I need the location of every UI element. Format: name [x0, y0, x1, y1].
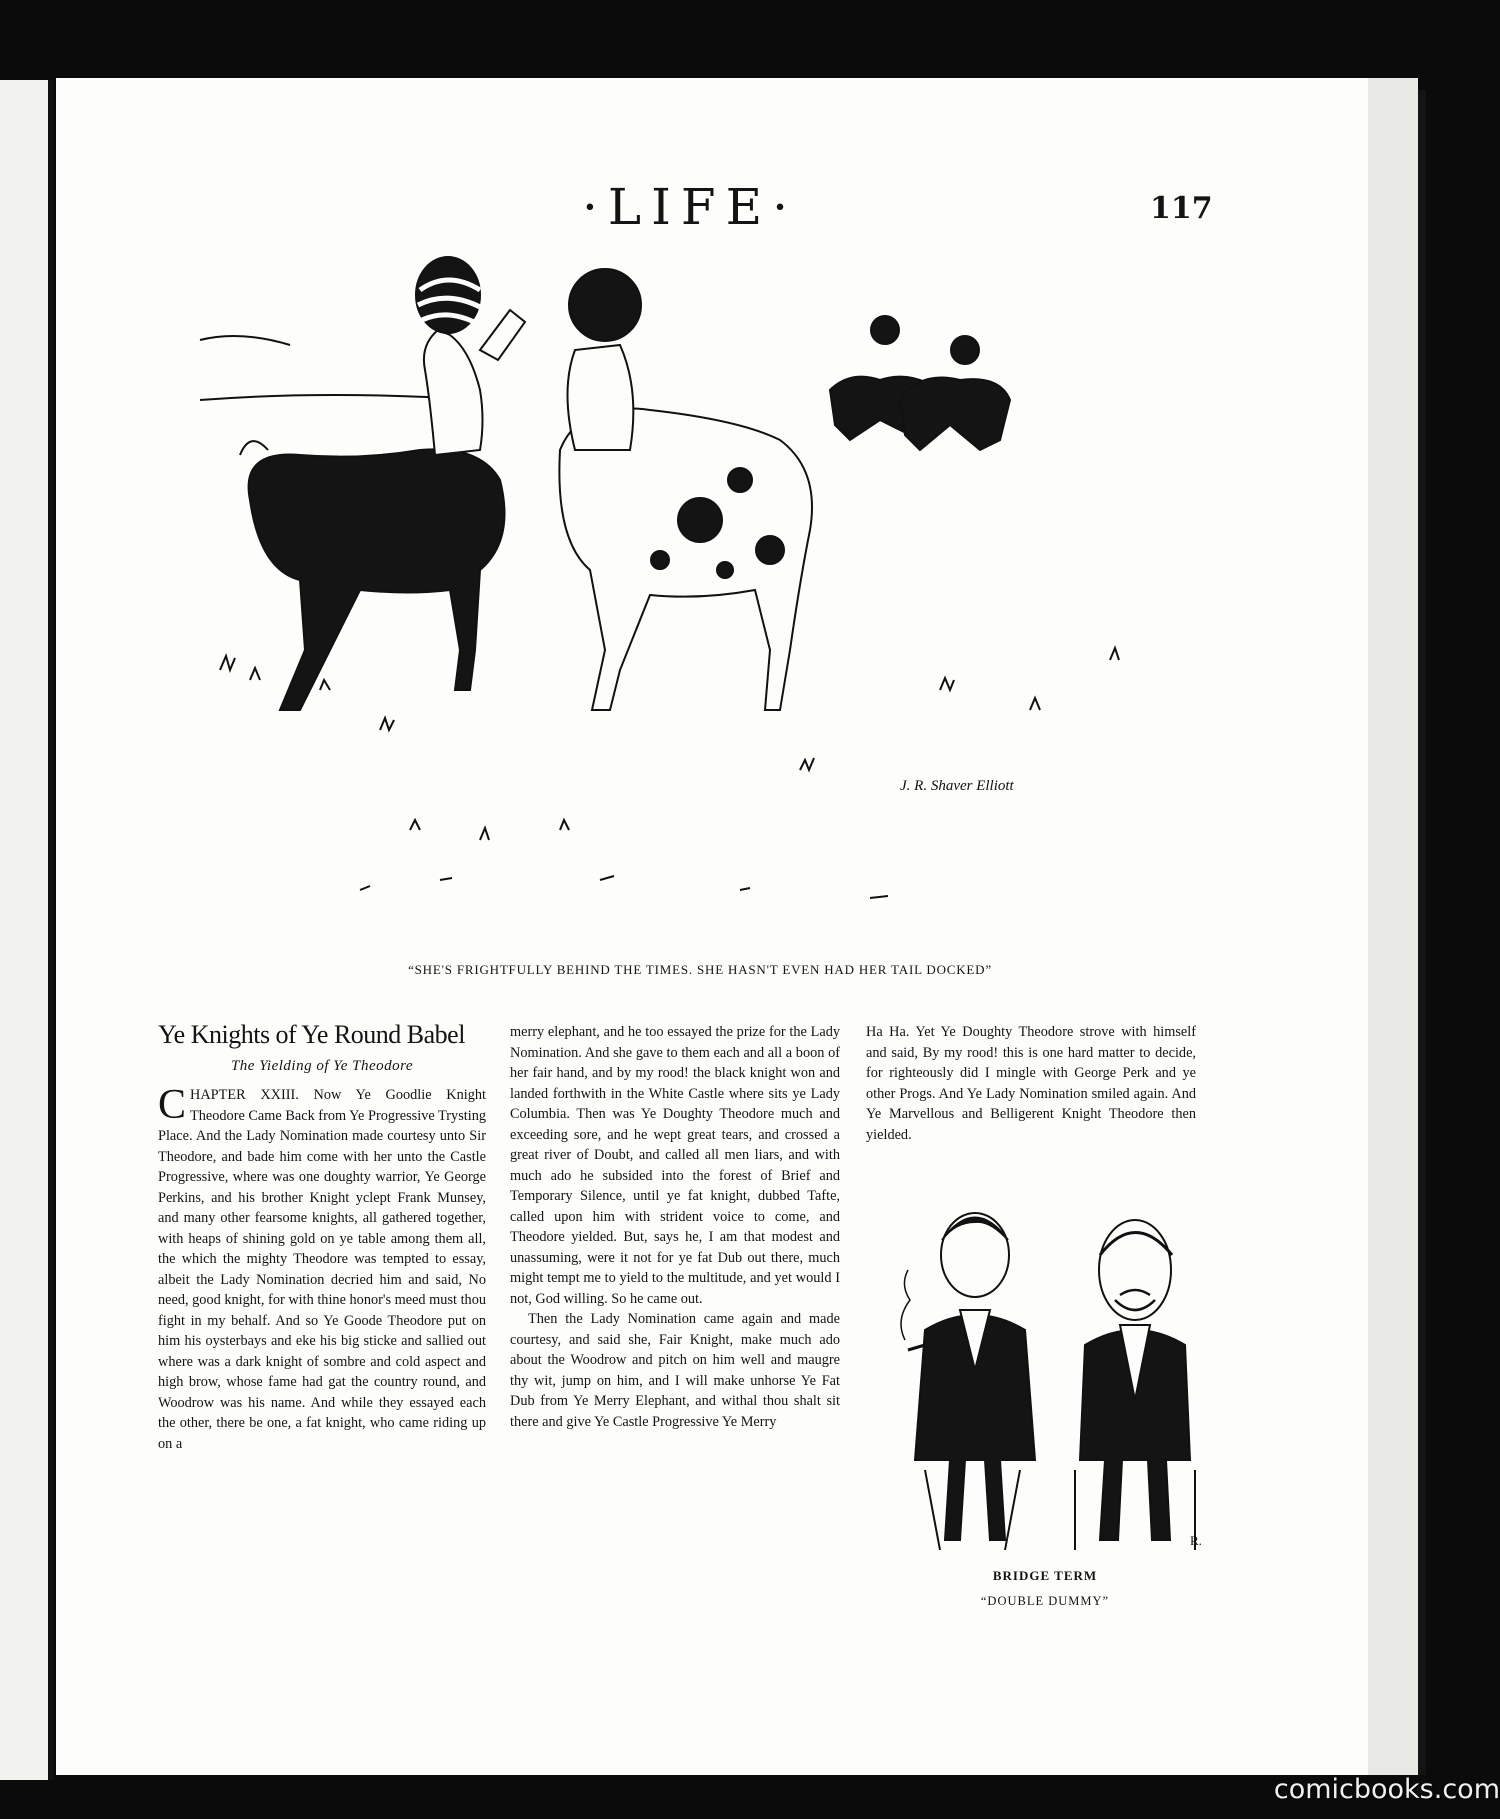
masthead: ·LIFE· — [582, 178, 798, 236]
column-2-paragraph-1: merry elephant, and he too essayed the prize for the Lady Nomination. And she gave to them each and all a boon of her fair hand, and by my rood! the black knight won and landed forthwith in the White Castle where sits ye Lady Columbia. Then was Ye Doughty Theodore much and exceeding sore, and he wept great tears, and crossed a great river of Doubt, and called all men liars, and with much ado he subsided into the forest of Brief and Temporary Silence, until ye fat knight, dubbed Tafte, called upon him with strident voice to come, and Theodore yielded. But, says he, I am that modest and unassuming, were it not for ye fat Dub out there, much might tempt me to yield to the multitude, and yet would I not, God willing. So he came out. — [510, 1024, 840, 1307]
cartoon-subtitle: “DOUBLE DUMMY” — [980, 1594, 1110, 1608]
grass-strokes — [220, 648, 1119, 840]
ground-marks — [360, 876, 888, 898]
illustration-caption: “SHE'S FRIGHTFULLY BEHIND THE TIMES. SHE HASN'T EVEN HAD HER TAIL DOCKED” — [408, 962, 992, 977]
drop-cap: C — [158, 1082, 187, 1128]
cartoon-title: BRIDGE TERM — [992, 1568, 1098, 1583]
bridge-term-cartoon — [890, 1200, 1220, 1560]
page-edge-dark — [1418, 90, 1426, 1775]
spotted-centaur — [559, 269, 812, 710]
illustration-signature: J. R. Shaver Elliott — [900, 778, 1014, 794]
cartoon-signature: R. — [1190, 1533, 1202, 1548]
column-3-text: Ha Ha. Yet Ye Doughty Theodore strove with himself and said, By my rood! this is one hard matter to decide, for righteously did I mingle with George Perk and ye other Progs. And Ye Lady Nomination smiled again. And Ye Marvellous and Belligerent Knight Theodore then yielded. — [866, 1024, 1196, 1143]
article-column-2 — [510, 1022, 840, 1432]
article-column-1 — [158, 1082, 486, 1454]
right-figure — [1075, 1220, 1195, 1550]
article-column-3 — [866, 1022, 1196, 1145]
column-1-text: HAPTER XXIII. Now Ye Goodlie Knight Theodore Came Back from Ye Progressive Trysting Place. And the Lady Nomination made courtesy unto Sir Theodore, and bade him come with her unto the Castle Progressive, where was one doughty warrior, Ye George Perkins, and his brother Knight yclept Frank Munsey, and many other fearsome knights, all gathered together, with heaps of shining gold on ye table among them all, the which the mighty Theodore was tempted to essay, albeit the Lady Nomination decried him and said, No need, good knight, for with thine honor's meed must thou fight in my behalf. And so Ye Goode Theodore put on him his oysterbays and eke his big sticke and sallied out where was a dark knight of sombre and cold aspect and high brow, whose fame had gat the country round, and Woodrow was his name. And while they essayed each the other, there be one, a fat knight, who came riding up on a — [158, 1087, 486, 1452]
distant-centaurs — [830, 316, 1010, 450]
centaur-illustration — [180, 250, 1200, 930]
page-number: 117 — [1150, 191, 1213, 226]
dark-centaur — [240, 257, 525, 710]
article-subhead: The Yielding of Ye Theodore — [230, 1058, 414, 1074]
page-edge-shadow — [1368, 78, 1418, 1775]
left-figure — [901, 1213, 1035, 1550]
article-headline: Ye Knights of Ye Round Babel — [158, 1020, 465, 1049]
page-gutter — [48, 80, 54, 1780]
column-2-paragraph-2: Then the Lady Nomination came again and made courtesy, and said she, Fair Knight, make much ado about the Woodrow and pitch on him well and maugre thy wit, jump on him, and I will make unhorse Ye Fat Dub from Ye Merry Elephant, and withal thou shalt sit there and give Ye Castle Progressive Ye Merry — [510, 1311, 840, 1430]
site-watermark: comicbooks.com — [1273, 1774, 1500, 1805]
facing-page-edge — [0, 80, 48, 1780]
